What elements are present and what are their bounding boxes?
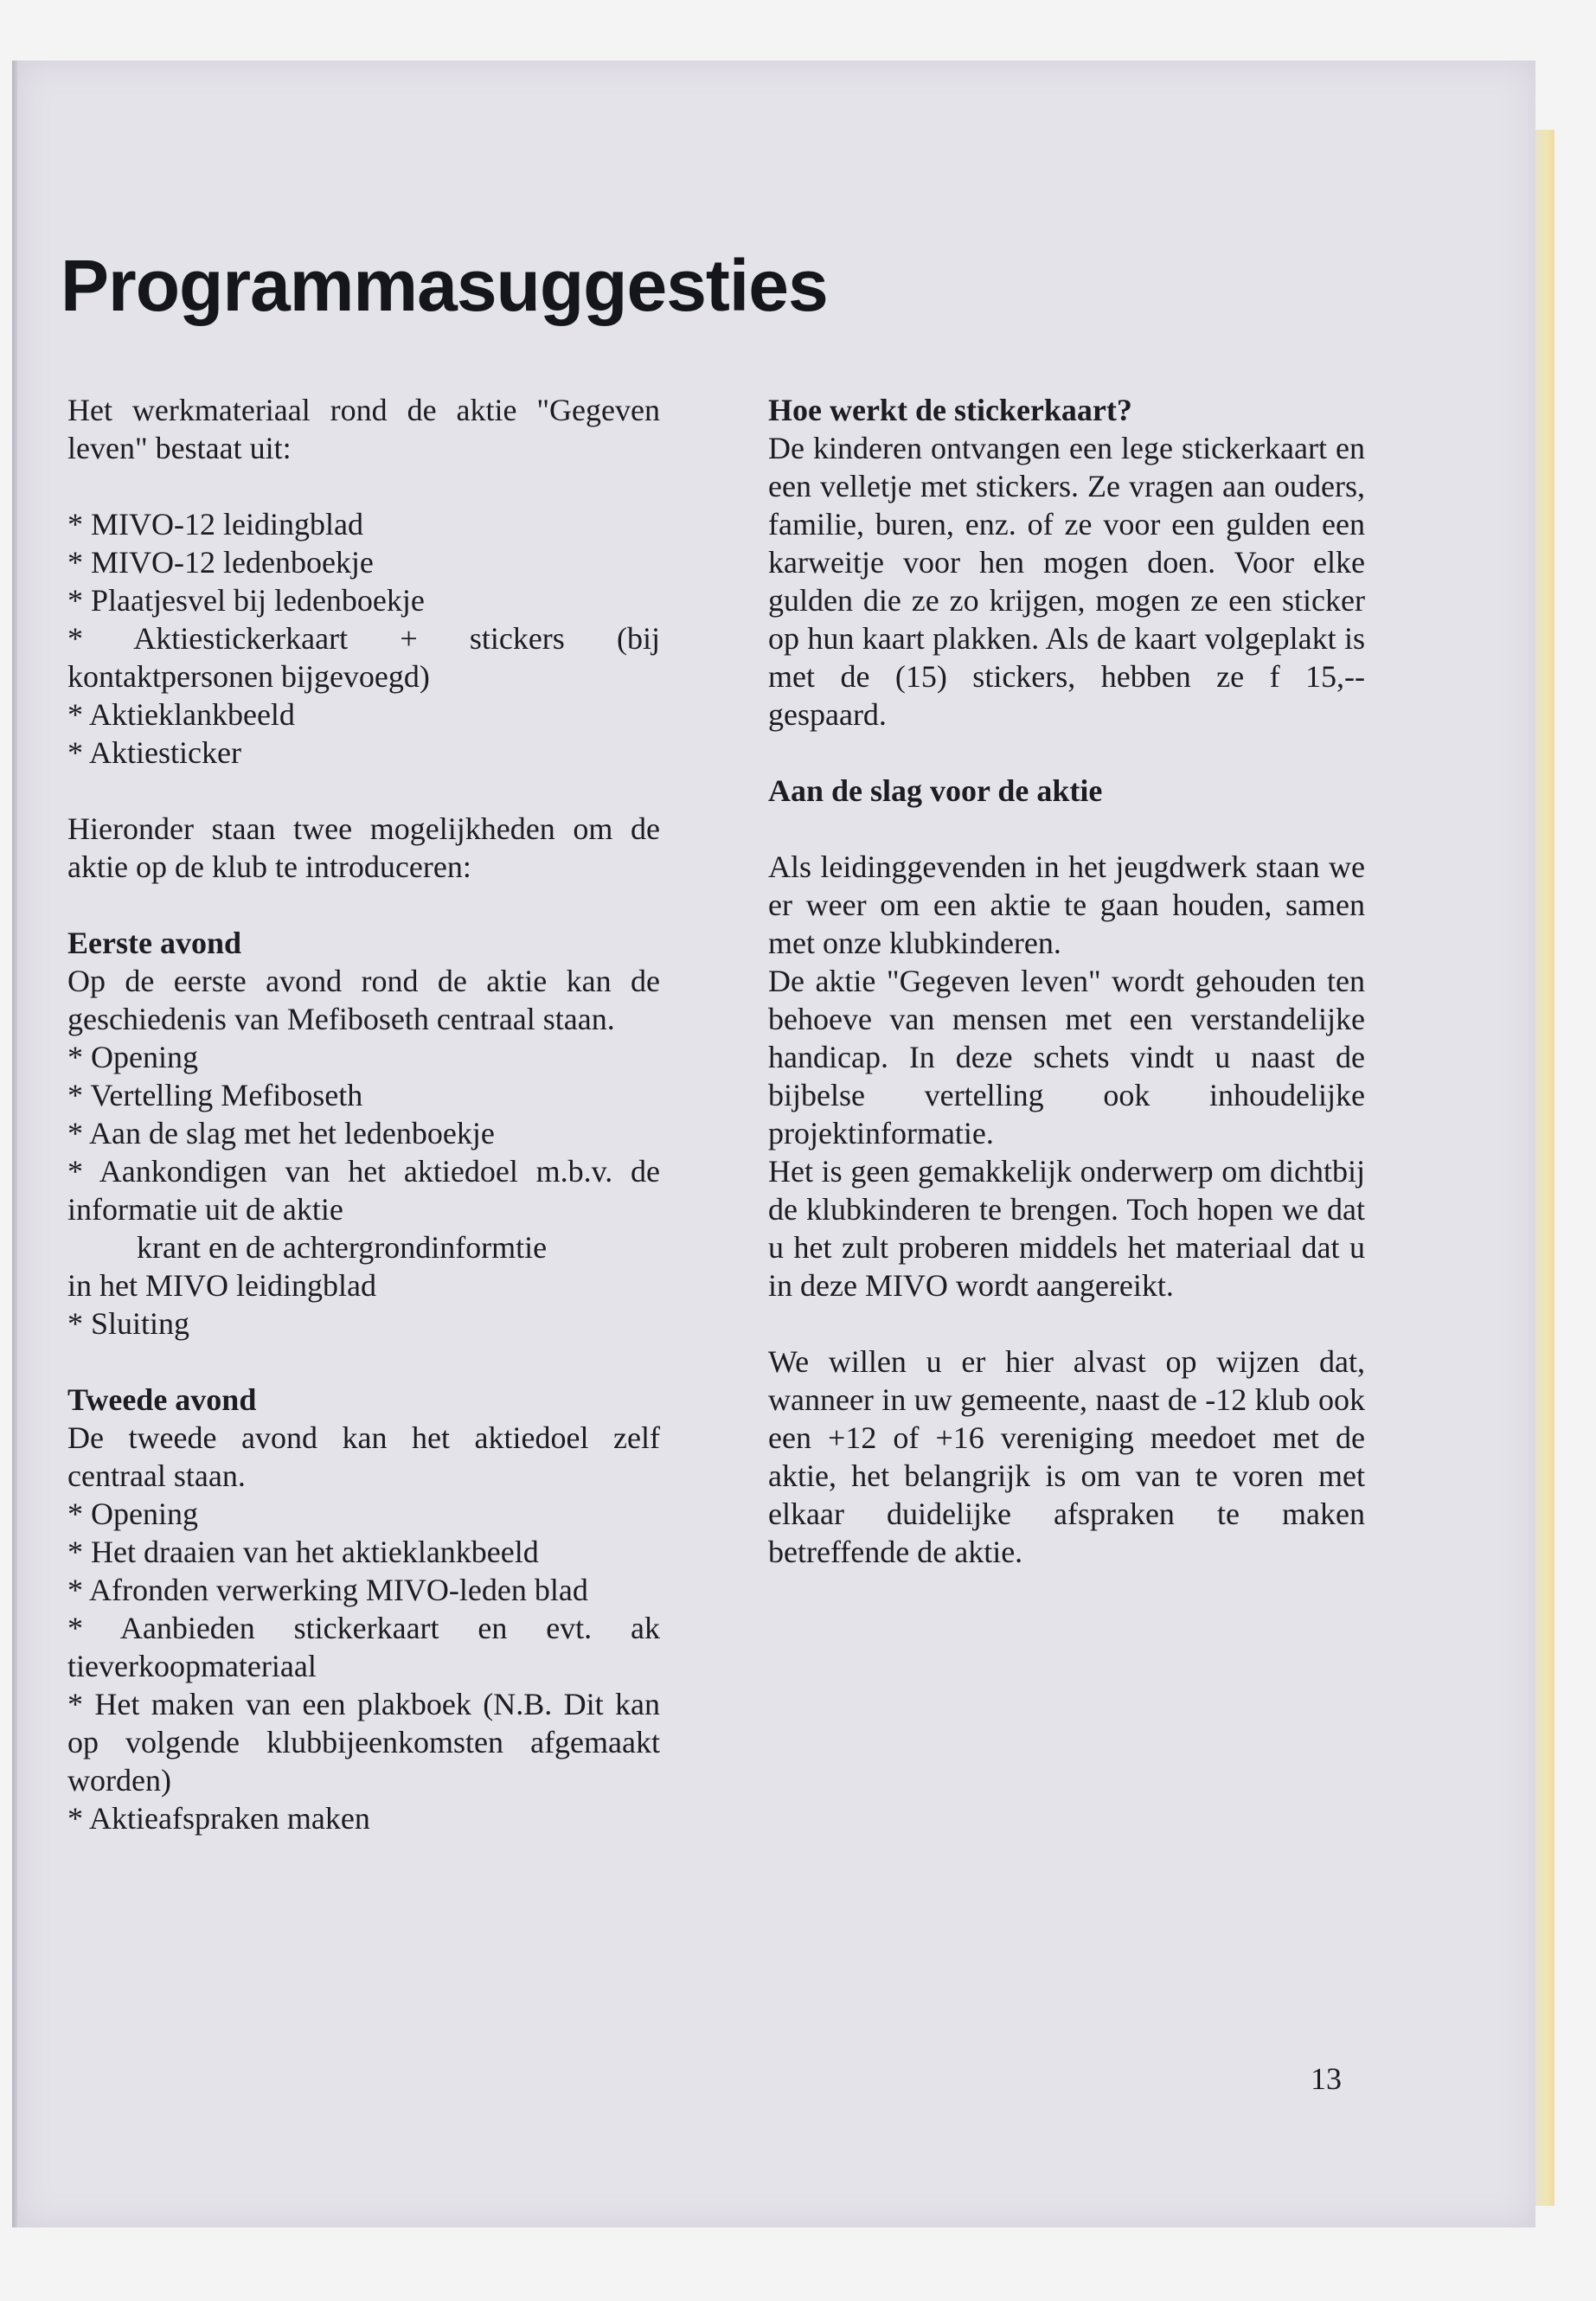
list-item-continuation: in het MIVO leidingblad	[67, 1268, 376, 1303]
list-item: * Aktiesticker	[67, 735, 241, 770]
page-number: 13	[1311, 2061, 1342, 2096]
list-item: * Aan de slag met het ledenboekje	[67, 1116, 495, 1150]
list-item: * Opening	[67, 1497, 198, 1531]
list-item: * Vertelling Mefiboseth	[67, 1078, 363, 1112]
first-evening-list	[67, 1038, 660, 1343]
sticker-paragraph: De kinderen ontvangen een lege stickerkaart en een velletje met stickers. Ze vragen aan ouders, familie, buren, enz. of ze voor een gulden een karweitje voor hen mogen doen. Voor elke gulden die ze zo krijgen, mogen ze een sticker op hun kaart plakken. Als de kaart volgeplakt is met de (15) stickers, hebben ze f 15,-- gespaard.	[768, 431, 1365, 732]
list-item: * Aktiestickerkaart + stickers (bij kontaktpersonen bijgevoegd)	[67, 621, 660, 694]
page-right-edge	[1535, 130, 1554, 2206]
list-item	[67, 1152, 660, 1304]
list-item-continuation: krant en de achtergrondinformtie	[137, 1230, 548, 1265]
options-intro-paragraph: Hieronder staan twee mogelijkheden om de aktie op de klub te introduceren:	[67, 811, 660, 884]
action-paragraph: We willen u er hier alvast op wijzen dat, wanneer in uw gemeente, naast de -12 klub ook een +12 of +16 vereniging meedoet met de aktie, het belangrijk is om van te voren met elkaar duidelijke afspraken te maken betreffende de aktie.	[768, 1344, 1365, 1569]
list-item: * Plaatjesvel bij ledenboekje	[67, 583, 425, 618]
action-paragraph: De aktie "Gegeven leven" wordt gehouden ten behoeve van mensen met een verstandelijke handicap. In deze schets vindt u naast de bijbelse vertelling ook inhoudelijke projektinformatie.	[768, 964, 1365, 1150]
list-item: * Het draaien van het aktieklankbeeld	[67, 1535, 539, 1569]
action-heading: Aan de slag voor de aktie	[768, 773, 1103, 808]
list-item: * MIVO-12 leidingblad	[67, 507, 363, 542]
page-title: Programmasuggesties	[61, 245, 828, 326]
first-evening-heading: Eerste avond	[67, 926, 241, 960]
list-item: * Sluiting	[67, 1306, 190, 1341]
second-evening-text: De tweede avond kan het aktiedoel zelf centraal staan.	[67, 1420, 660, 1493]
action-paragraph: Het is geen gemakkelijk onderwerp om dichtbij de klubkinderen te brengen. Toch hopen we dat u het zult proberen middels het materiaal dat u in deze MIVO wordt aangereikt.	[768, 1154, 1365, 1303]
action-paragraph: Als leidinggevenden in het jeugdwerk staan we er weer om een aktie te gaan houden, samen met onze klubkinderen.	[768, 849, 1365, 960]
sticker-heading: Hoe werkt de stickerkaart?	[768, 393, 1132, 427]
list-item: * MIVO-12 ledenboekje	[67, 545, 374, 580]
right-column	[768, 391, 1365, 1571]
list-item: * Opening	[67, 1040, 198, 1074]
intro-paragraph: Het werkmateriaal rond de aktie "Gegeven leven" bestaat uit:	[67, 393, 660, 465]
list-item: * Aanbieden stickerkaart en evt. ak tieverkoopmateriaal	[67, 1611, 660, 1683]
second-evening-list	[67, 1495, 660, 1837]
materials-list	[67, 505, 660, 772]
left-column	[67, 391, 660, 1837]
list-item: * Afronden verwerking MIVO-leden blad	[67, 1573, 588, 1607]
list-item: * Aktieafspraken maken	[67, 1801, 370, 1836]
list-item: * Aktieklankbeeld	[67, 697, 295, 732]
first-evening-text: Op de eerste avond rond de aktie kan de geschiedenis van Mefiboseth centraal staan.	[67, 964, 660, 1036]
list-item: * Het maken van een plakboek (N.B. Dit kan op volgende klubbijeenkomsten afgemaakt worden)	[67, 1687, 660, 1798]
second-evening-heading: Tweede avond	[67, 1382, 257, 1417]
list-item-text: * Aankondigen van het aktiedoel m.b.v. de informatie uit de aktie	[67, 1154, 660, 1227]
